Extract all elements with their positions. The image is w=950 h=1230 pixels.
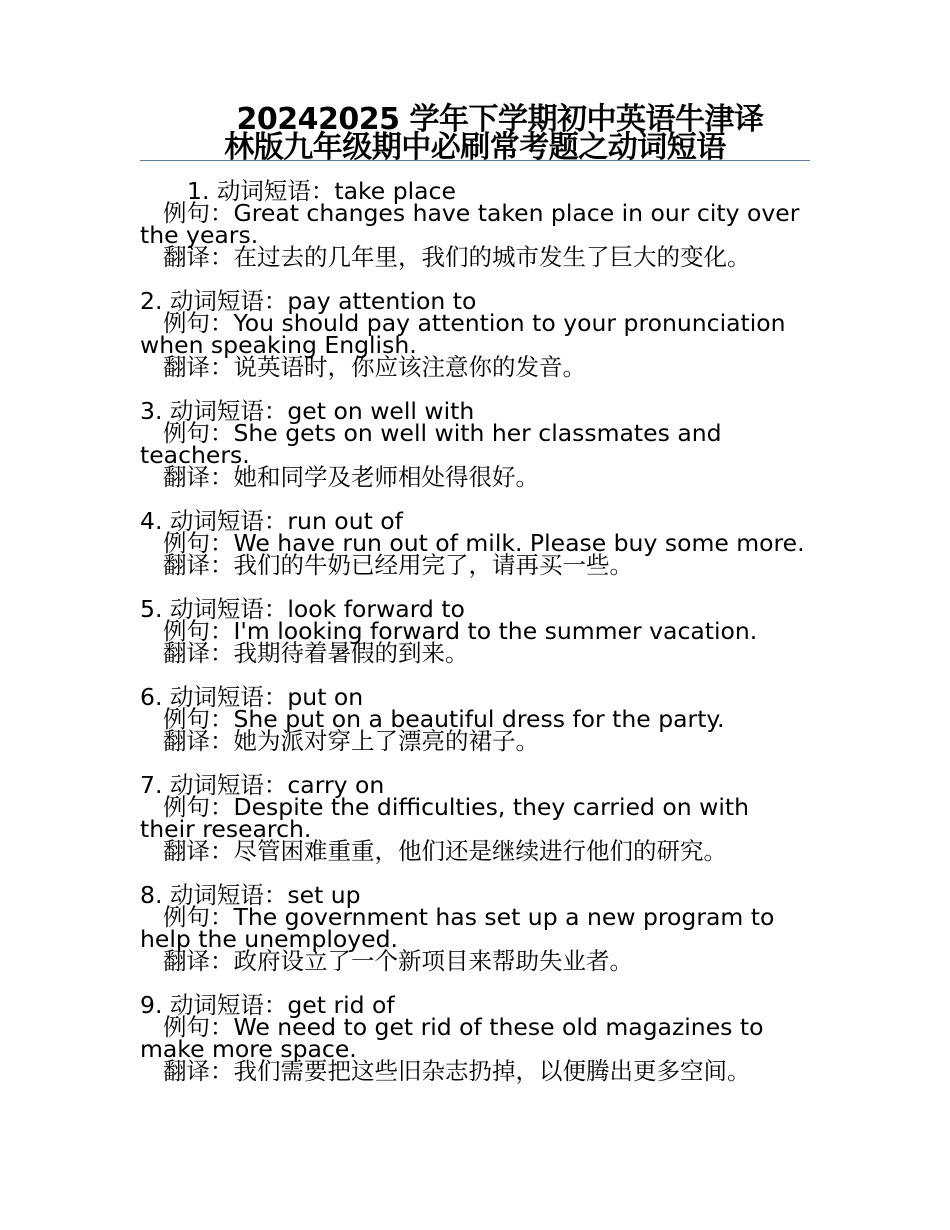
example-sentence: 例句：Despite the difficulties, they carried on with their research.	[140, 793, 749, 843]
phrase-entry-7	[140, 771, 810, 865]
phrase-entry-6	[140, 683, 810, 755]
example-sentence: 例句：I'm looking forward to the summer vacation.	[163, 617, 758, 645]
phrase-heading: 2. 动词短语：pay attention to	[140, 287, 477, 315]
translation: 翻译：在过去的几年里，我们的城市发生了巨大的变化。	[163, 243, 751, 271]
phrase-heading: 7. 动词短语：carry on	[140, 771, 385, 799]
phrase-heading: 8. 动词短语：set up	[140, 881, 361, 909]
title-line-1: 20242025 学年下学期初中英语牛津译	[236, 102, 764, 137]
phrase-entry-5	[140, 595, 810, 667]
translation: 翻译：政府设立了一个新项目来帮助失业者。	[163, 947, 633, 975]
translation: 翻译：我们的牛奶已经用完了，请再买一些。	[163, 551, 633, 579]
document-title	[140, 102, 810, 165]
translation: 翻译：她和同学及老师相处得很好。	[163, 463, 539, 491]
example-sentence: 例句：We have run out of milk. Please buy some more.	[163, 529, 805, 557]
phrase-heading: 3. 动词短语：get on well with	[140, 397, 475, 425]
translation: 翻译：我们需要把这些旧杂志扔掉，以便腾出更多空间。	[163, 1057, 751, 1085]
phrase-heading: 9. 动词短语：get rid of	[140, 991, 395, 1019]
example-sentence: 例句：She gets on well with her classmates and teachers.	[140, 419, 722, 469]
example-sentence: 例句：You should pay attention to your pronunciation when speaking English.	[140, 309, 786, 359]
phrase-entry-9	[140, 991, 810, 1085]
phrase-heading: 4. 动词短语：run out of	[140, 507, 403, 535]
phrase-entry-4	[140, 507, 810, 579]
example-sentence: 例句：We need to get rid of these old magazines to make more space.	[140, 1013, 764, 1063]
phrase-entry-3	[140, 397, 810, 491]
example-sentence: 例句：Great changes have taken place in our city over the years.	[140, 199, 800, 249]
phrase-heading: 1. 动词短语：take place	[187, 177, 456, 205]
phrase-heading: 5. 动词短语：look forward to	[140, 595, 465, 623]
translation: 翻译：说英语时，你应该注意你的发音。	[163, 353, 586, 381]
example-sentence: 例句：She put on a beautiful dress for the party.	[163, 705, 725, 733]
title-divider	[140, 160, 810, 161]
phrase-entry-2	[140, 287, 810, 381]
phrase-entry-1	[140, 177, 810, 271]
phrase-list	[140, 177, 810, 1104]
translation: 翻译：我期待着暑假的到来。	[163, 639, 469, 667]
translation: 翻译：尽管困难重重，他们还是继续进行他们的研究。	[163, 837, 727, 865]
phrase-heading: 6. 动词短语：put on	[140, 683, 364, 711]
translation: 翻译：她为派对穿上了漂亮的裙子。	[163, 727, 539, 755]
example-sentence: 例句：The government has set up a new program to help the unemployed.	[140, 903, 775, 953]
phrase-entry-8	[140, 881, 810, 975]
title-line-2: 林版九年级期中必刷常考题之动词短语	[224, 130, 726, 165]
